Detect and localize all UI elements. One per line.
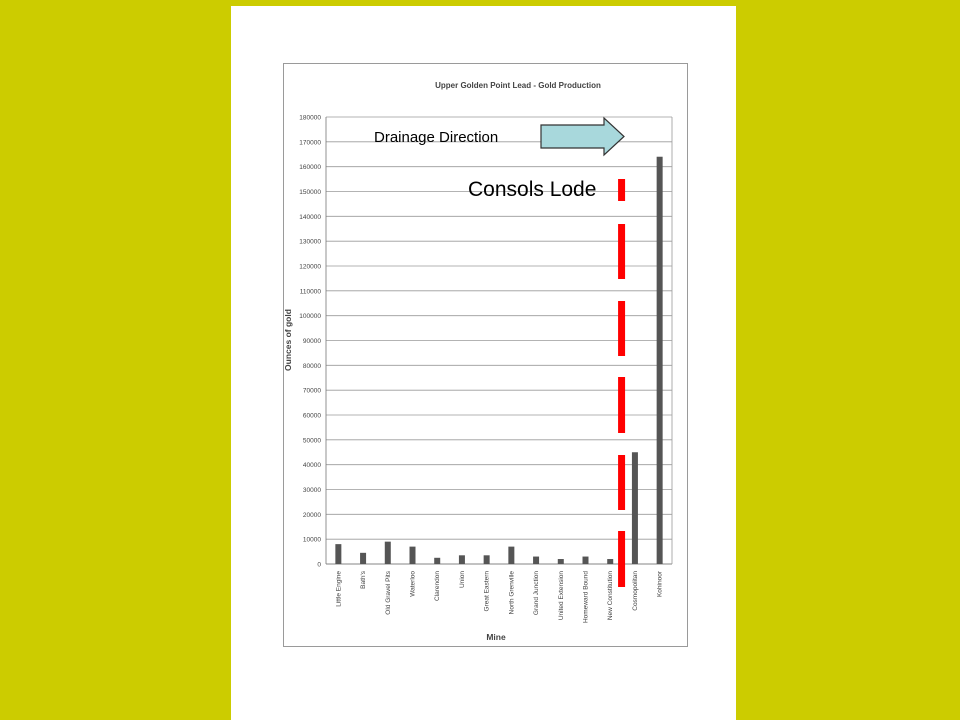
y-tick-label: 60000	[302, 412, 321, 420]
x-tick-label: Little Engine	[335, 571, 343, 607]
y-tick-label: 110000	[299, 288, 321, 296]
y-tick-label: 70000	[302, 387, 321, 395]
y-tick-label: 90000	[302, 338, 321, 345]
bar	[632, 452, 638, 564]
lode-dash	[618, 531, 625, 587]
bar	[434, 558, 440, 564]
y-tick-label: 80000	[302, 362, 321, 370]
y-tick-label: 140000	[299, 213, 321, 221]
x-tick-label: New Constitution	[607, 571, 615, 621]
drainage-direction-label: Drainage Direction	[374, 129, 499, 146]
x-tick-label: Waterloo	[409, 571, 417, 597]
y-tick-label: 160000	[299, 164, 321, 172]
bar	[484, 555, 490, 564]
x-tick-label: United Extension	[557, 571, 565, 621]
bar	[558, 559, 564, 564]
lode-dash	[618, 301, 625, 356]
x-axis-label: Mine	[486, 632, 506, 642]
bar	[508, 547, 514, 564]
lode-dash	[618, 377, 625, 433]
y-tick-label: 100000	[299, 313, 321, 321]
y-tick-label: 20000	[302, 511, 321, 519]
y-tick-label: 30000	[302, 487, 321, 494]
x-tick-label: Homeward Bound	[582, 571, 590, 624]
y-tick-label: 130000	[299, 238, 321, 246]
x-tick-label: Bath's	[360, 571, 368, 589]
y-tick-label: 170000	[299, 139, 321, 147]
drainage-direction-arrow-icon	[541, 118, 624, 155]
bar	[583, 557, 589, 564]
consols-lode-label: Consols Lode	[468, 178, 597, 201]
x-tick-label: Great Eastern	[483, 571, 491, 612]
lode-dash	[618, 455, 625, 510]
x-tick-label: Cosmopolitan	[631, 571, 639, 611]
bar	[459, 555, 465, 564]
chart-title: Upper Golden Point Lead - Gold Production	[435, 81, 601, 90]
bar	[385, 542, 391, 564]
bar	[410, 547, 416, 564]
bar	[335, 544, 341, 564]
lode-dash	[618, 179, 625, 201]
lode-dash	[618, 224, 625, 279]
x-tick-label: Kohinoor	[656, 571, 664, 598]
bar	[657, 157, 663, 564]
x-tick-label: North Grenville	[508, 571, 516, 615]
x-tick-label: Grand Junction	[533, 571, 541, 616]
bar	[533, 557, 539, 564]
y-tick-label: 40000	[302, 462, 321, 470]
y-tick-label: 120000	[299, 263, 321, 271]
y-tick-label: 180000	[299, 114, 321, 122]
x-tick-label: Old Gravel Pits	[384, 571, 392, 615]
x-tick-label: Union	[458, 571, 466, 588]
bar	[360, 553, 366, 564]
y-axis-label: Ounces of gold	[283, 309, 293, 371]
y-tick-label: 10000	[302, 536, 321, 544]
bar	[607, 559, 613, 564]
consols-lode-line	[618, 179, 625, 587]
y-tick-label: 150000	[299, 189, 321, 196]
y-tick-label: 0	[317, 561, 321, 569]
y-tick-label: 50000	[302, 437, 321, 445]
x-tick-label: Clarendon	[434, 571, 442, 601]
